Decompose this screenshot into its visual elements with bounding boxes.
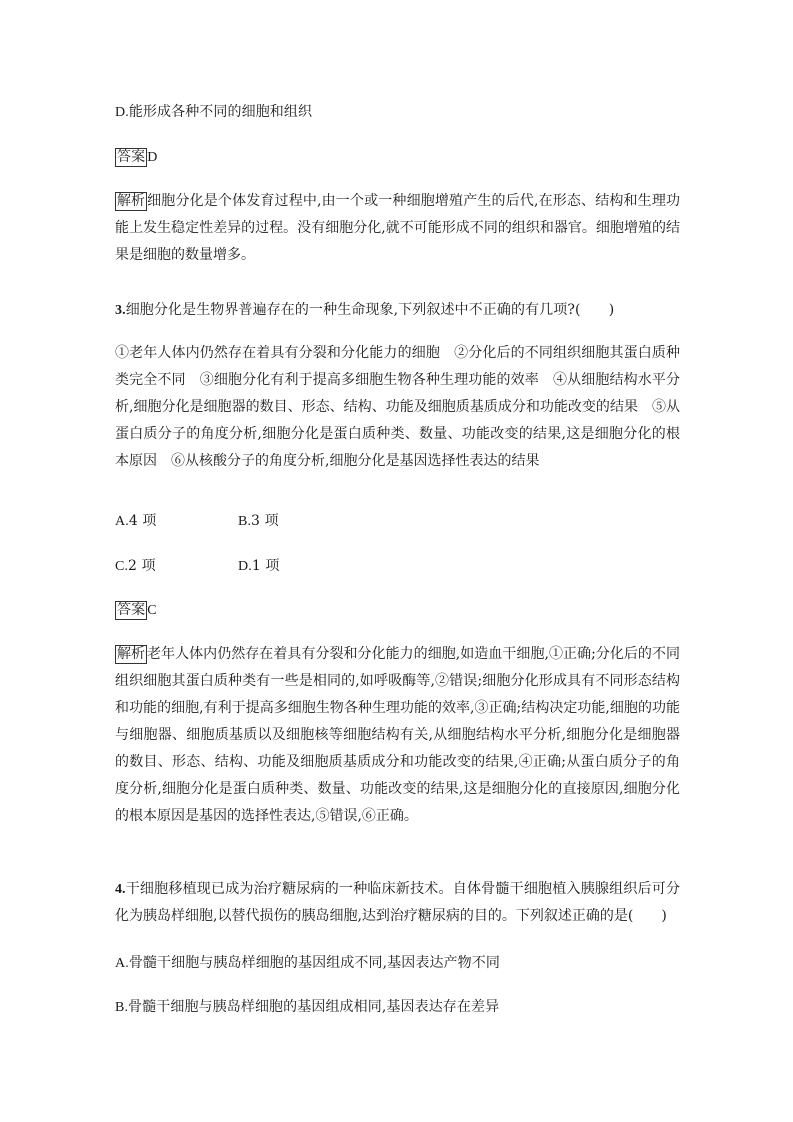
q4-stem xyxy=(115,876,680,930)
option-d xyxy=(238,558,279,575)
analysis-text: 细胞分化是个体发育过程中,由一个或一种细胞增殖产生的后代,在形态、结构和生理功能上发生稳定性差异的过程。没有细胞分化,就不可能形成不同的组织和器官。细胞增殖的结果是细胞的数量增多。 xyxy=(115,193,680,263)
option-text: 2 项 xyxy=(128,558,156,574)
option-c xyxy=(115,558,156,574)
q4-option-b xyxy=(115,999,499,1016)
option-text: 1 项 xyxy=(251,558,280,574)
q2-option-d xyxy=(115,104,312,121)
option-letter: A. xyxy=(115,514,129,529)
option-text: 3 项 xyxy=(251,513,279,529)
answer-value: C xyxy=(147,603,157,618)
option-letter: B. xyxy=(238,514,252,529)
q3-options-row-1 xyxy=(115,513,515,530)
analysis-label: 解析 xyxy=(117,646,145,662)
q4-option-a xyxy=(115,955,500,972)
question-number: 4. xyxy=(115,882,126,897)
answer-value: D xyxy=(147,150,158,165)
option-text: 骨髓干细胞与胰岛样细胞的基因组成不同,基因表达产物不同 xyxy=(128,955,500,971)
q3-options-row-2 xyxy=(115,558,515,575)
statements-text: ①老年人体内仍然存在着具有分裂和分化能力的细胞 ②分化后的不同组织细胞其蛋白质种类完全不同 ③细胞分化有利于提高多细胞生物各种生理功能的效率 ④从细胞结构水平分析,细胞分化是细胞器的数目、形态、结构、功能及细胞质基质成分和功能改变的结果 ⑤从蛋白质分子的角度分析,细胞分化是蛋白质种类、数量、功能改变的结果,这是细胞分化的根本原因 ⑥从核酸分子的角度分析,细胞分化是基因选择性表达的结果 xyxy=(115,345,680,469)
option-text: 4 项 xyxy=(128,513,157,529)
option-letter: B. xyxy=(115,1000,129,1015)
answer-label: 答案 xyxy=(117,602,146,618)
option-letter: C. xyxy=(115,559,129,574)
option-letter: D. xyxy=(115,105,129,120)
option-text: 骨髓干细胞与胰岛样细胞的基因组成相同,基因表达存在差异 xyxy=(128,999,500,1015)
question-stem: 干细胞移植现已成为治疗糖尿病的一种临床新技术。自体骨髓干细胞植入胰腺组织后可分化为胰岛样细胞,以替代损伤的胰岛细胞,达到治疗糖尿病的目的。下列叙述正确的是( ) xyxy=(115,881,680,924)
q3-answer xyxy=(115,601,157,620)
option-a xyxy=(115,513,156,529)
q3-analysis xyxy=(115,641,680,830)
question-number: 3. xyxy=(115,303,126,318)
q2-analysis xyxy=(115,188,680,269)
option-b xyxy=(238,513,279,530)
q3-statements xyxy=(115,340,680,475)
analysis-label: 解析 xyxy=(117,193,145,209)
answer-label: 答案 xyxy=(117,149,146,165)
q2-answer xyxy=(115,148,157,167)
question-stem: 细胞分化是生物界普遍存在的一种生命现象,下列叙述中不正确的有几项?( ) xyxy=(125,302,615,318)
option-text: 能形成各种不同的细胞和组织 xyxy=(128,104,313,120)
analysis-text: 老年人体内仍然存在着具有分裂和分化能力的细胞,如造血干细胞,①正确;分化后的不同组织细胞其蛋白质种类有一些是相同的,如呼吸酶等,②错误;细胞分化形成具有不同形态结构和功能的细胞,有利于提高多细胞生物各种生理功能的效率,③正确;结构决定功能,细胞的功能与细胞器、细胞质基质以及细胞核等细胞结构有关,从细胞结构水平分析,细胞分化是细胞器的数目、形态、结构、功能及细胞质基质成分和功能改变的结果,④正确;从蛋白质分子的角度分析,细胞分化是蛋白质种类、数量、功能改变的结果,这是细胞分化的直接原因,细胞分化的根本原因是基因的选择性表达,⑤错误,⑥正确。 xyxy=(115,646,680,824)
option-letter: A. xyxy=(115,956,129,971)
q3-stem xyxy=(115,302,614,319)
option-letter: D. xyxy=(238,559,252,574)
